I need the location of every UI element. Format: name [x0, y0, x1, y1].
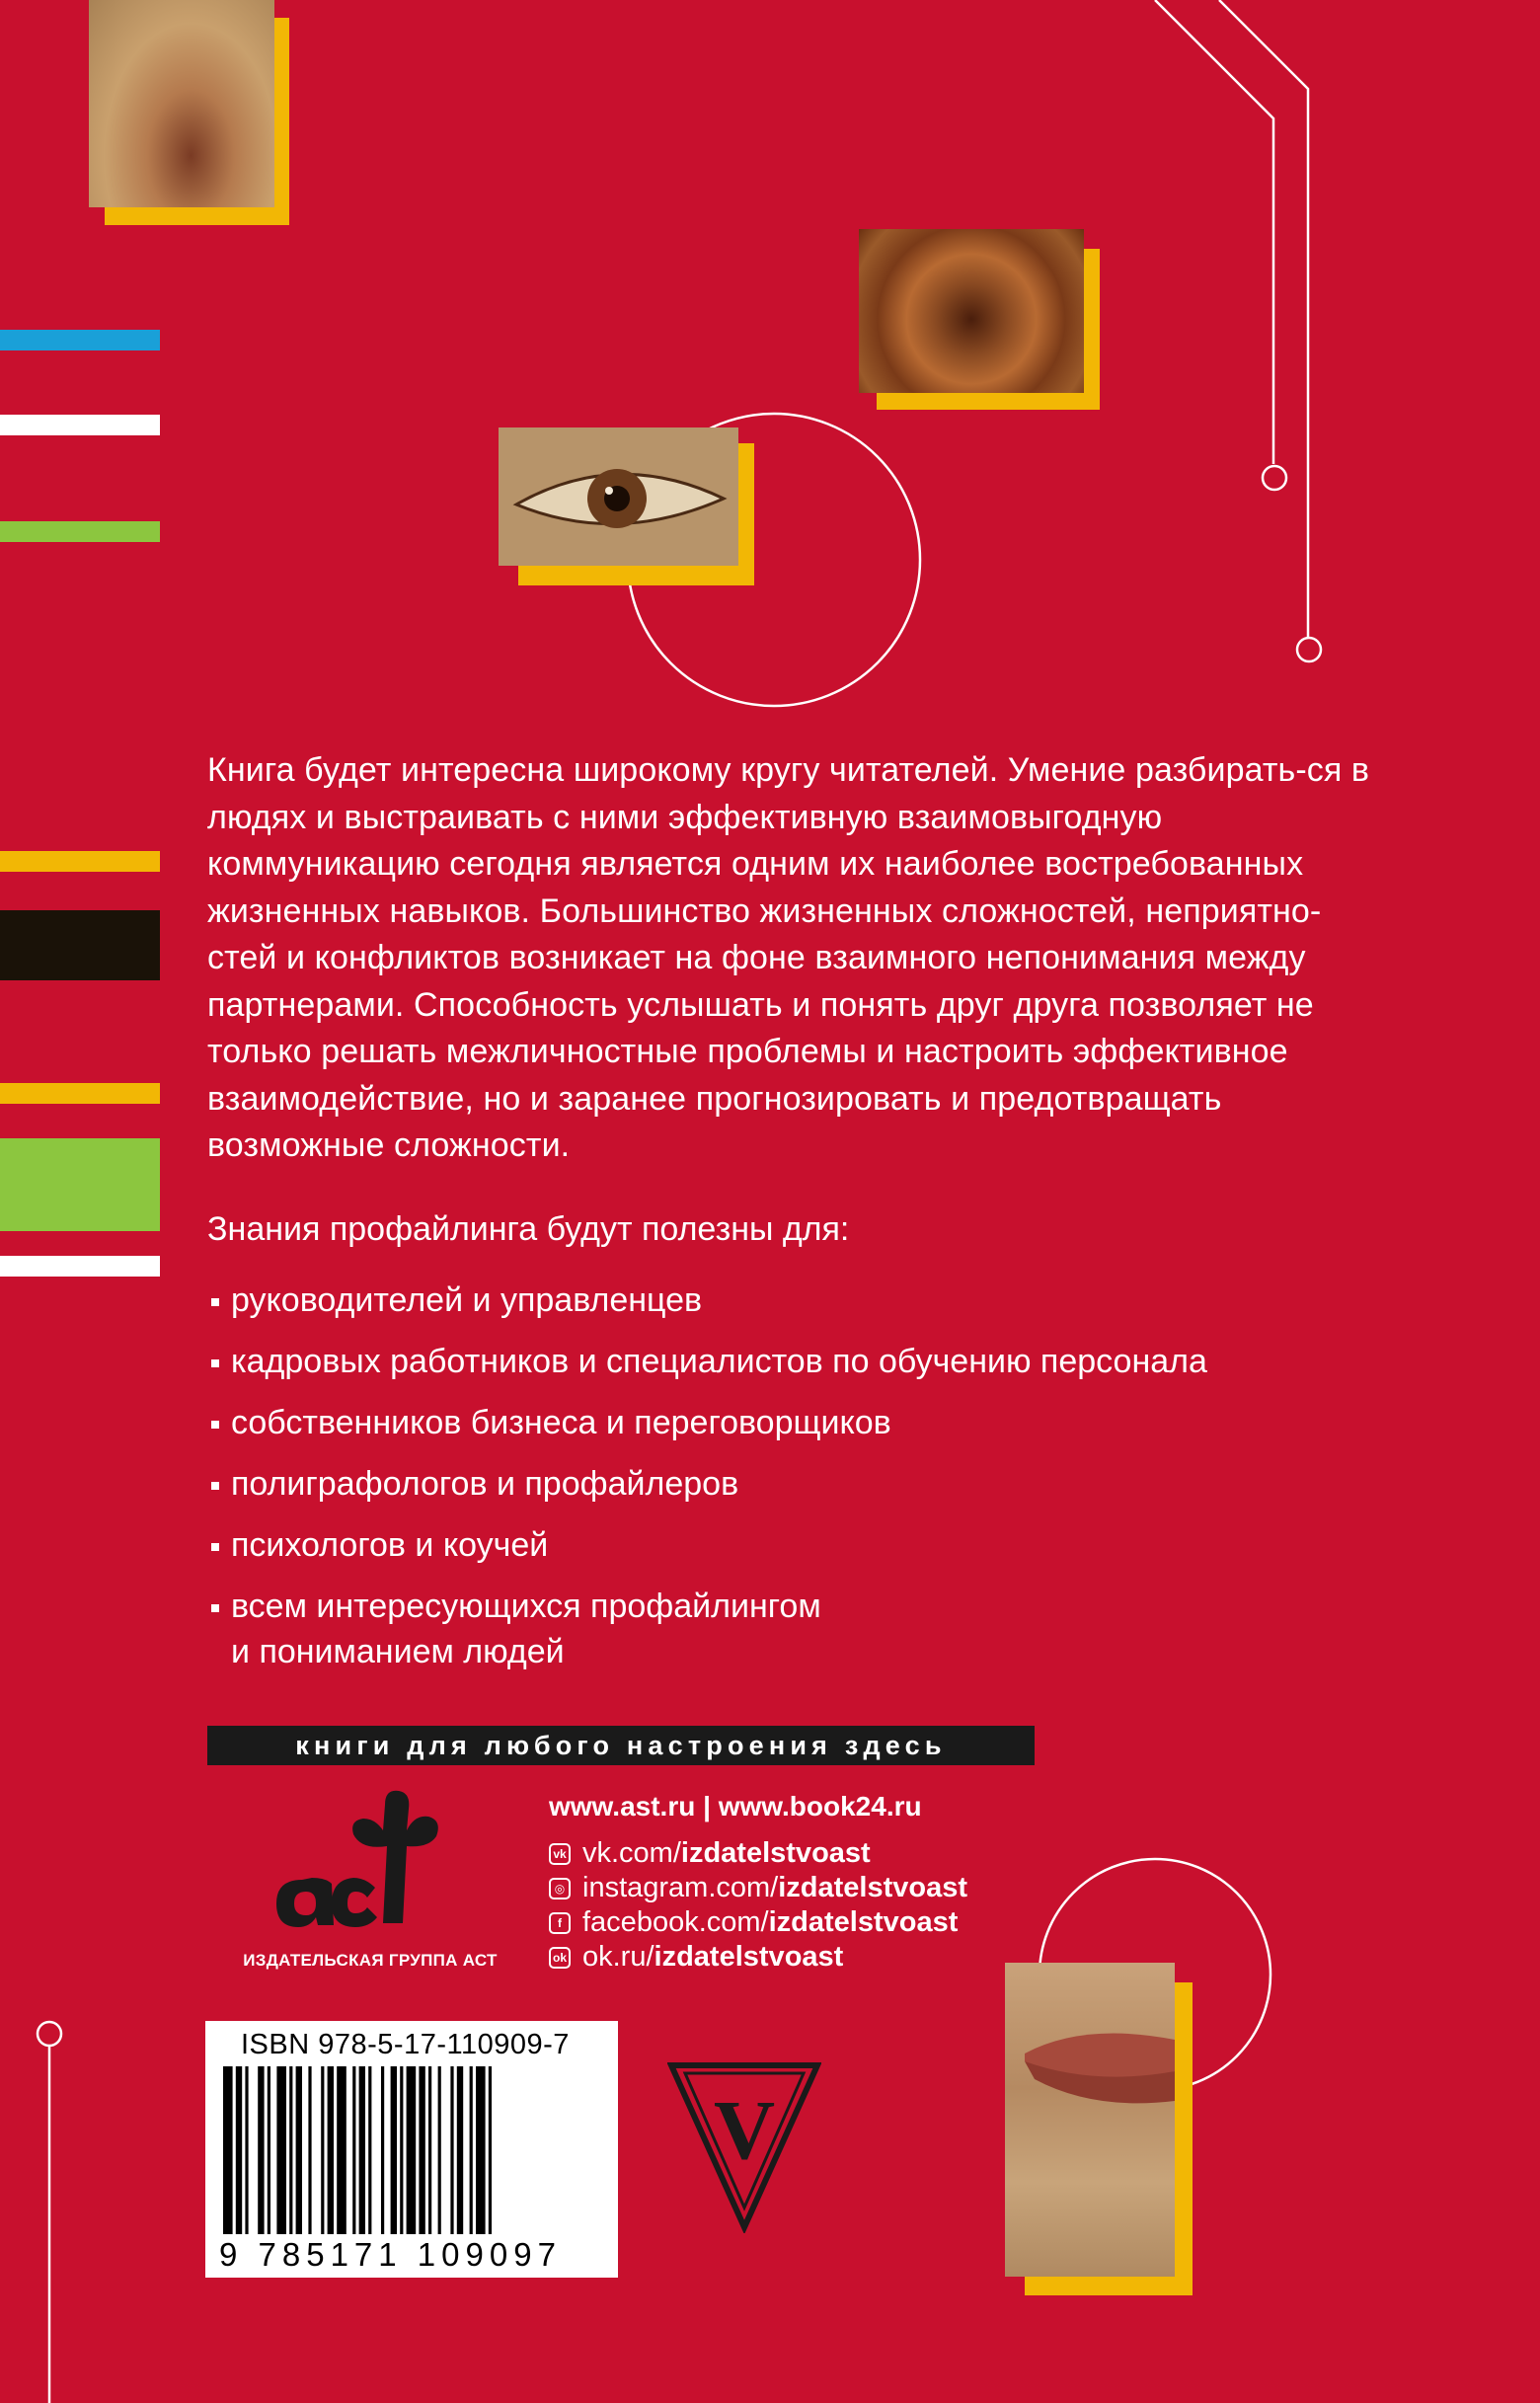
isbn-label: ISBN 978-5-17-110909-7 [241, 2029, 570, 2060]
audience-list [207, 1278, 1372, 1690]
audience-lead: Знания профайлинга будут полезны для: [207, 1210, 850, 1248]
publisher-websites[interactable]: www.ast.ru | www.book24.ru [549, 1791, 922, 1822]
list-item: всем интересующихся профайлингом и пониманием людей [207, 1584, 1372, 1674]
list-item: собственников бизнеса и переговорщиков [207, 1400, 1372, 1445]
barcode-bar [276, 2066, 286, 2234]
barcode-bar [223, 2066, 233, 2234]
painting-fragment-eye [499, 427, 754, 585]
barcode-bar [328, 2066, 334, 2234]
barcode-bar [407, 2066, 417, 2234]
barcode-bar [258, 2066, 264, 2234]
barcode-bar [289, 2066, 292, 2234]
social-prefix: facebook.com/ [582, 1906, 769, 1938]
imprint-letter: V [713, 2082, 776, 2177]
social-handle: izdatelstvoast [768, 1906, 959, 1938]
vk-icon: vk [549, 1843, 571, 1865]
social-handle: izdatelstvoast [680, 1837, 871, 1869]
barcode-bar [419, 2066, 424, 2234]
social-links [549, 1836, 967, 1975]
isbn-digits: 9 785171 109097 [219, 2236, 562, 2273]
ast-logo [267, 1785, 484, 1943]
barcode-bar [428, 2066, 431, 2234]
barcode-bar [457, 2066, 463, 2234]
slogan-bar: книги для любого настроения здесь [207, 1726, 1035, 1765]
barcode-bar [352, 2066, 355, 2234]
barcode-bar [476, 2066, 486, 2234]
logo-caption: ИЗДАТЕЛЬСКАЯ ГРУППА АСТ [243, 1951, 498, 1970]
list-item: кадровых работников и специалистов по обучению персонала [207, 1339, 1372, 1384]
barcode-bar [391, 2066, 397, 2234]
isbn-barcode [205, 2021, 618, 2278]
social-link-facebook[interactable] [549, 1905, 967, 1940]
barcode-bar [245, 2066, 248, 2234]
book-description: Книга будет интересна широкому кругу читателей. Умение разбирать-ся в людях и выстраивать с ними эффективную взаимовыгодную коммуникацию сегодня является одним их наиболее востребованных жизненных навыков. Большинство жизненных сложностей, неприятно-стей и конфликтов возникает на фоне взаимного непонимания между партнерами. Способность услышать и понять друг друга позволяет не только решать межличностные проблемы и настроить эффективное взаимодействие, но и заранее прогнозировать и предотвращать возможные сложности. [207, 751, 1370, 1164]
social-link-instagram[interactable] [549, 1871, 967, 1905]
painting-fragment-nose [89, 0, 289, 225]
list-item: психологов и коучей [207, 1522, 1372, 1568]
social-link-odnoklassniki[interactable] [549, 1940, 967, 1975]
barcode-bar [321, 2066, 324, 2234]
social-link-vk[interactable] [549, 1836, 967, 1871]
barcode-bar [359, 2066, 365, 2234]
barcode-bar [450, 2066, 453, 2234]
barcode-bar [337, 2066, 346, 2234]
list-item: полиграфологов и профайлеров [207, 1461, 1372, 1507]
barcode-bar [268, 2066, 270, 2234]
facebook-icon: f [549, 1912, 571, 1934]
social-handle: izdatelstvoast [654, 1941, 844, 1973]
barcode-bar [400, 2066, 403, 2234]
instagram-icon: ◎ [549, 1878, 571, 1899]
painting-fragment-lips [1005, 1963, 1193, 2295]
barcode-bar [236, 2066, 242, 2234]
odnoklassniki-icon: ok [549, 1947, 571, 1969]
barcode-bar [470, 2066, 473, 2234]
barcode-bar [489, 2066, 492, 2234]
social-prefix: ok.ru/ [582, 1941, 654, 1973]
barcode-bar [438, 2066, 441, 2234]
barcode-bar [296, 2066, 302, 2234]
social-handle: izdatelstvoast [778, 1872, 968, 1903]
list-item: руководителей и управленцев [207, 1278, 1372, 1323]
social-prefix: instagram.com/ [582, 1872, 779, 1903]
barcode-bar [381, 2066, 384, 2234]
imprint-logo [667, 2059, 821, 2233]
painting-fragment-hair [859, 229, 1100, 410]
social-prefix: vk.com/ [582, 1837, 681, 1869]
barcode-bars [223, 2066, 600, 2256]
barcode-bar [368, 2066, 371, 2234]
barcode-bar [308, 2066, 311, 2234]
